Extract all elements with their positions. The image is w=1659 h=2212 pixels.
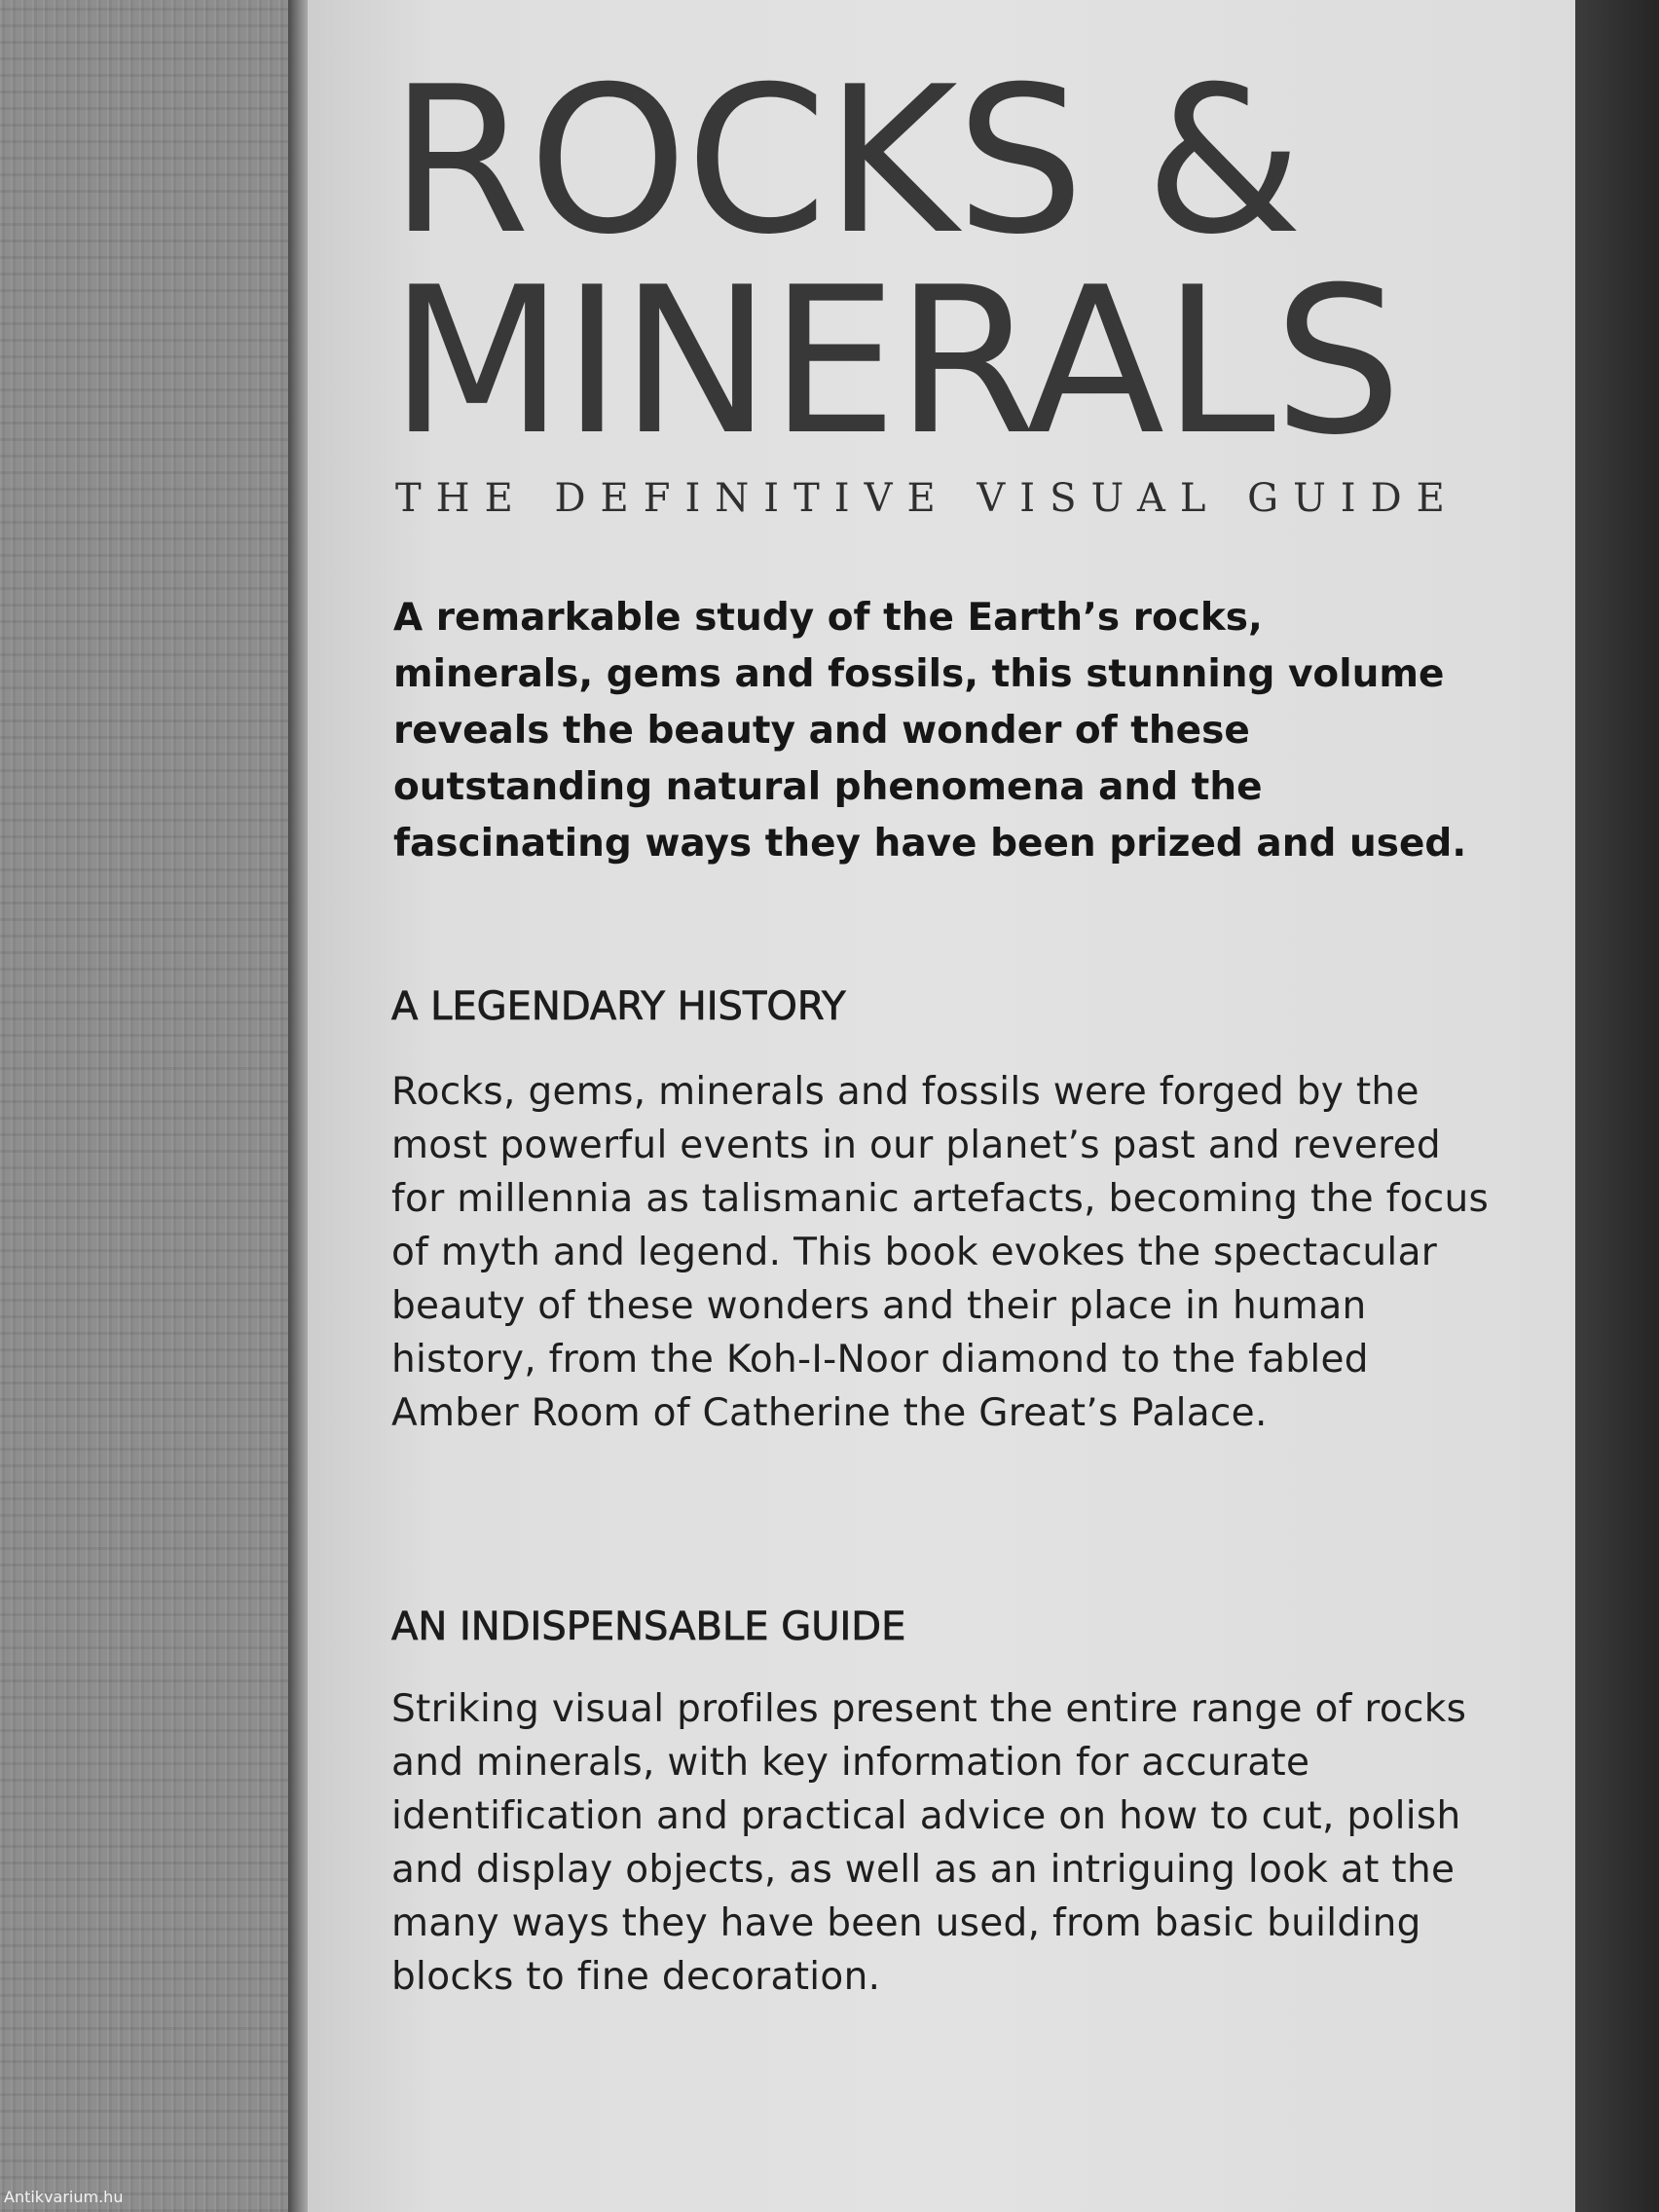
title-line-2: MINERALS <box>389 244 1401 480</box>
book-back-cover <box>308 0 1575 2212</box>
subtitle: THE DEFINITIVE VISUAL GUIDE <box>395 476 1459 521</box>
intro-paragraph: A remarkable study of the Earth’s rocks, minerals, gems and fossils, this stunning volume reveals the beauty and wonder of these outstanding natural phenomena and the fascinating ways they have been prized and used. <box>393 596 1467 866</box>
background-board <box>0 0 292 2212</box>
section-heading-legendary-history: A LEGENDARY HISTORY <box>391 984 846 1029</box>
title-line-1: ROCKS & <box>389 44 1302 279</box>
section-body-legendary-history: Rocks, gems, minerals and fossils were forged by the most powerful events in our planet’s past and revered for millennia as talismanic artefacts, becoming the focus of myth and legend. This book evokes the spectacular beauty of these wonders and their place in human history, from the Koh-I-Noor diamond to the fabled Amber Room of Catherine the Great’s Palace. <box>391 1070 1490 1435</box>
section-heading-indispensable-guide: AN INDISPENSABLE GUIDE <box>391 1604 906 1649</box>
section-body-indispensable-guide: Striking visual profiles present the entire range of rocks and minerals, with key information for accurate identification and practical advice on how to cut, polish and display objects, as well as an intriguing look at the many ways they have been used, from basic building blocks to fine decoration. <box>391 1687 1467 1999</box>
background-right-edge <box>1573 0 1659 2212</box>
watermark: Antikvarium.hu <box>4 2188 124 2206</box>
